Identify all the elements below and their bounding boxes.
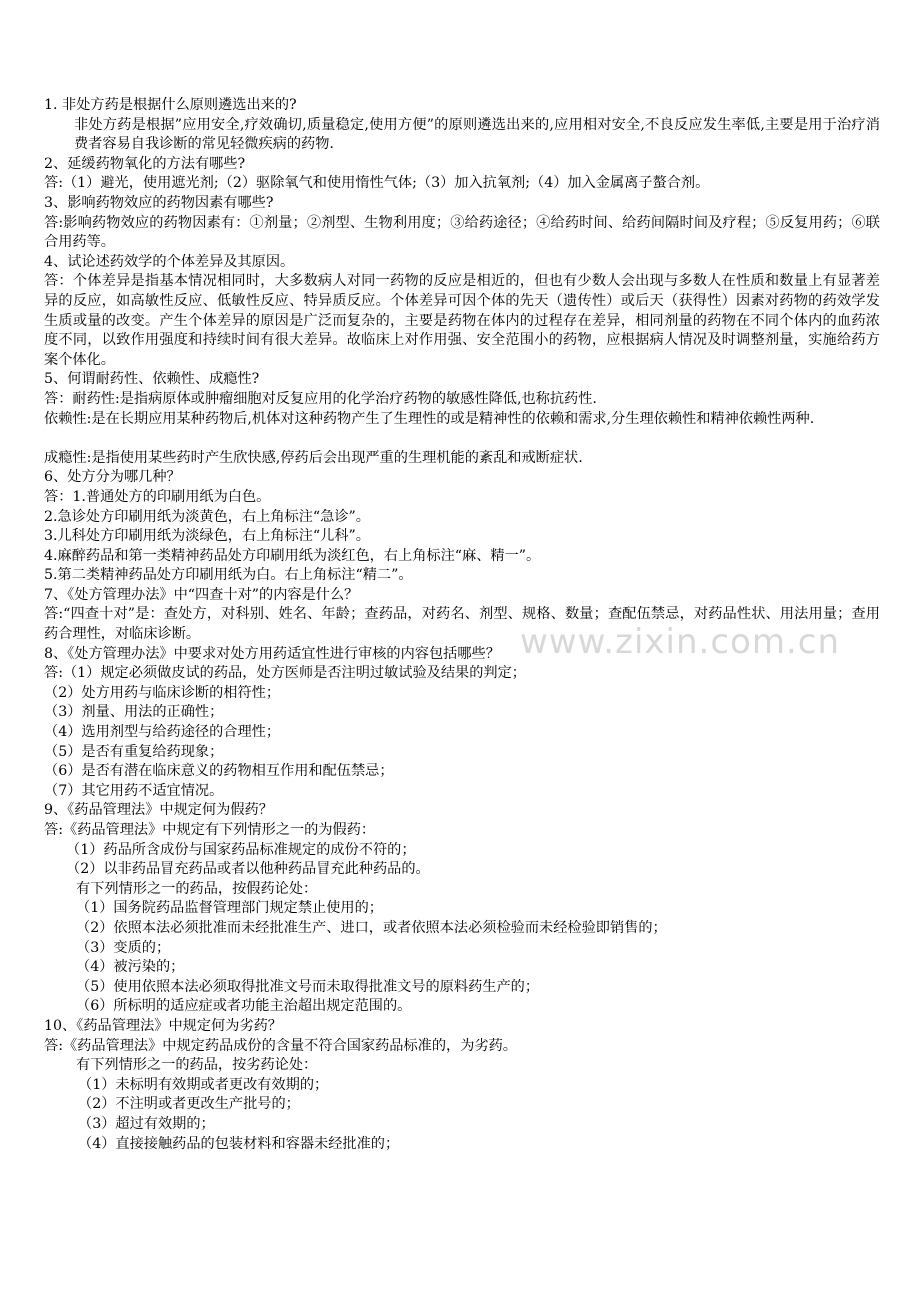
text-line: 3.儿科处方印刷用纸为淡绿色，右上角标注“儿科”。	[44, 528, 370, 545]
text-line: （2）处方用药与临床诊断的相符性；	[44, 684, 281, 701]
text-line: （5）是否有重复给药现象；	[44, 743, 224, 760]
text-line: （4）选用剂型与给药途径的合理性；	[44, 724, 281, 741]
text-line: 1. 非处方药是根据什么原则遴选出来的?	[44, 97, 297, 113]
text-line: 4.麻醉药品和第一类精神药品处方印刷用纸为淡红色，右上角标注“麻、精一”。	[44, 547, 541, 564]
text-line: 10、《药品管理法》中规定何为劣药？	[44, 1017, 282, 1034]
text-line: （6）是否有潜在临床意义的药物相互作用和配伍禁忌；	[44, 763, 394, 780]
text-line: （1）国务院药品监督管理部门规定禁止使用的；	[76, 900, 383, 917]
text-line: 2.急诊处方印刷用纸为淡黄色，右上角标注“急诊”。	[44, 508, 370, 525]
text-line: （4）被污染的；	[76, 959, 185, 976]
text-line: 3、影响药物效应的药物因素有哪些?	[44, 194, 274, 211]
text-line: （2）以非药品冒充药品或者以他种药品冒充此种药品的。	[66, 861, 430, 878]
text-line: 有下列情形之一的药品，按劣药论处：	[76, 1057, 318, 1074]
text-line: 答:“四查十对”是：查处方，对科别、姓名、年龄；查药品，对药名、剂型、规格、数量；查配伍禁忌，对药品性状、用法用量；查用药合理性，对临床诊断。	[44, 606, 880, 643]
text-line: （3）剂量、用法的正确性；	[44, 704, 224, 721]
text-line: 9、《药品管理法》中规定何为假药？	[44, 802, 273, 819]
text-line: 答：1.普通处方的印刷用纸为白色。	[44, 488, 271, 505]
text-line: （3）超过有效期的；	[78, 1115, 215, 1132]
text-line: 非处方药是根据”应用安全,疗效确切,质量稳定,使用方便”的原则遴选出来的,应用相对安全,不良反应发生率低,主要是用于治疗消费者容易自我诊断的常见轻微疾病的药物.	[74, 116, 880, 153]
text-line: （6）所标明的适应症或者功能主治超出规定范围的。	[76, 998, 412, 1015]
text-line: 7、《处方管理办法》中“四查十对”的内容是什么？	[44, 586, 359, 603]
text-line: 2、延缓药物氧化的方法有哪些?	[44, 155, 246, 172]
text-line: （2）不注明或者更改生产批号的；	[78, 1096, 300, 1113]
text-line: 4、试论述药效学的个体差异及其原因。	[44, 253, 295, 270]
text-line: （1）药品所含成份与国家药品标准规定的成份不符的；	[66, 841, 416, 858]
text-line: （7）其它用药不适宜情况。	[44, 782, 224, 799]
text-line: （4）直接接触药品的包装材料和容器未经批准的；	[78, 1135, 400, 1152]
text-line: 答：个体差异是指基本情况相同时，大多数病人对同一药物的反应是相近的，但也有少数人会出现与多数人在性质和数量上有显著差异的反应，如高敏性反应、低敏性反应、特异质反应。个体差异可因个体的先天（遗传性）或后天（获得性）因素对药物的药效学发生质或量的改变。产生个体差异的原因是广泛而复杂的，主要是药物在体内的过程存在差异，相同剂量的药物在不同个体内的血药浓度不同，以致作用强度和持续时间有很大差异。故临床上对作用强、安全范围小的药物，应根据病人情况及时调整剂量，实施给药方案个体化。	[44, 273, 880, 368]
text-line: （1）未标明有效期或者更改有效期的；	[78, 1076, 329, 1093]
text-line: 6、处方分为哪几种？	[44, 469, 181, 486]
document-body	[44, 96, 880, 1154]
text-line: 答:《药品管理法》中规定有下列情形之一的为假药：	[44, 822, 376, 838]
text-line: （3）变质的；	[76, 939, 171, 956]
text-line: 答:（1）规定必须做皮试的药品，处方医师是否注明过敏试验及结果的判定；	[44, 665, 526, 682]
text-line: 依赖性:是在长期应用某种药物后,机体对这种药物产生了生理性的或是精神性的依赖和需求,分生理依赖性和精神依赖性两种.	[44, 410, 815, 427]
text-line: 答:影响药物效应的药物因素有：①剂量；②剂型、生物利用度；③给药途径；④给药时间、给药间隔时间及疗程；⑤反复用药；⑥联合用药等。	[44, 214, 880, 251]
text-line: 成瘾性:是指使用某些药时产生欣快感,停药后会出现严重的生理机能的紊乱和戒断症状.	[44, 449, 583, 466]
text-line: 答：耐药性:是指病原体或肿瘤细胞对反复应用的化学治疗药物的敏感性降低,也称抗药性.	[44, 390, 597, 407]
text-line: 有下列情形之一的药品，按假药论处：	[76, 880, 318, 897]
text-line: （2）依照本法必须批准而未经批准生产、进口，或者依照本法必须检验而未经检验即销售的；	[76, 919, 667, 936]
text-line: 5.第二类精神药品处方印刷用纸为白。右上角标注“精二”。	[44, 567, 413, 584]
watermark: www.zixin.com.cn	[520, 622, 840, 662]
text-line: 8、《处方管理办法》中要求对处方用药适宜性进行审核的内容包括哪些？	[44, 645, 500, 662]
text-line: 答:《药品管理法》中规定药品成份的含量不符合国家药品标准的，为劣药。	[44, 1037, 517, 1054]
text-line: 5、何谓耐药性、依赖性、成瘾性?	[44, 371, 260, 388]
text-line: 答:（1）避光，使用遮光剂;（2）驱除氧气和使用惰性气体;（3）加入抗氧剂;（4）加入金属离子螯合剂。	[44, 175, 710, 192]
text-line: （5）使用依照本法必须取得批准文号而未取得批准文号的原料药生产的；	[76, 978, 540, 995]
